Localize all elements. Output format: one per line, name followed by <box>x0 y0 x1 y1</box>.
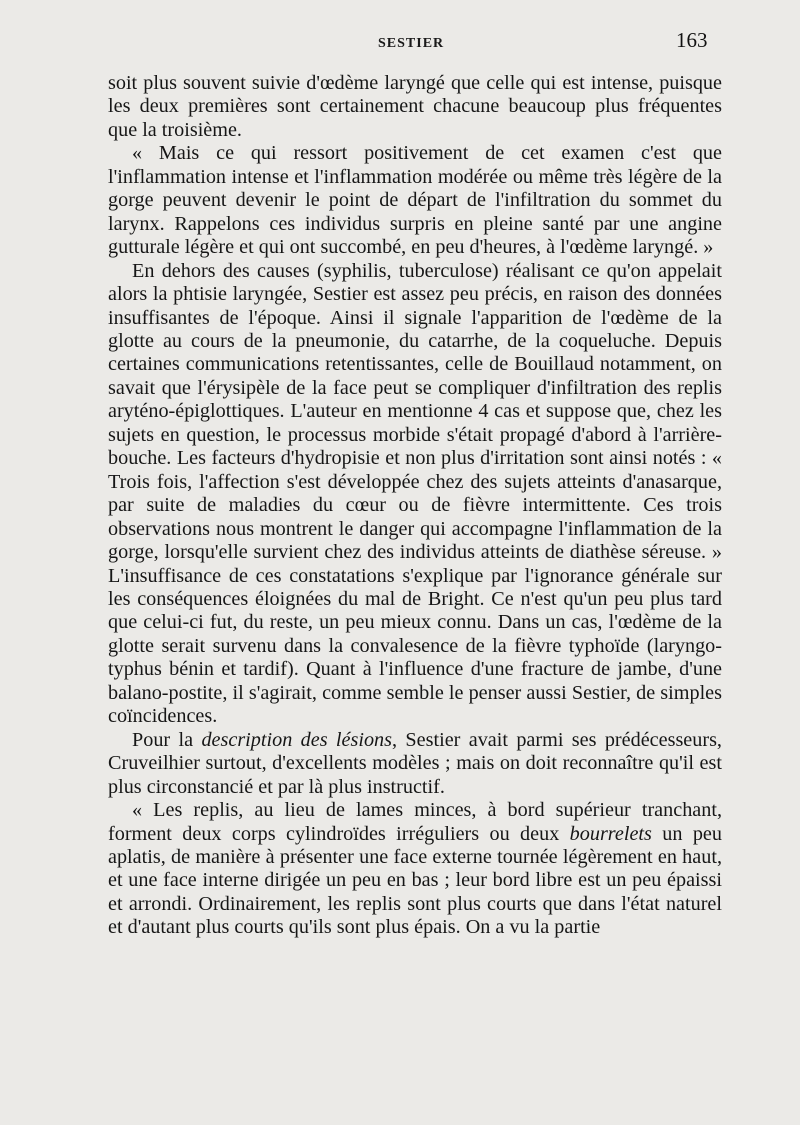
paragraph-continuation: soit plus souvent suivie d'œdème laryngé que celle qui est intense, puisque les deux premières sont certainement chacune beaucoup plus fréquentes que la troisième. <box>108 72 722 141</box>
paragraph-description-lesions <box>108 729 722 799</box>
paragraph-text-before: « Les replis, au lieu de lames minces, à bord supérieur tranchant, forment deux corps cylindroïdes irréguliers ou deux <box>108 799 722 845</box>
page-number: 163 <box>676 28 708 52</box>
italic-term-bourrelets: bourrelets <box>569 822 652 845</box>
paragraph-text-before: Pour la <box>132 728 202 751</box>
italic-term-description-lesions: description des lésions <box>201 728 393 751</box>
paragraph-quote-replis <box>108 799 722 940</box>
paragraph-quote-inflammation: « Mais ce qui ressort positivement de cet examen c'est que l'inflammation intense et l'inflammation modérée ou même très légère de la gorge peuvent devenir le point de départ de l'infiltration du sommet du larynx. Rappelons ces individus surpris en pleine santé par une angine gutturale légère et qui ont succombé, en peu d'heures, à l'œdème laryngé. » <box>108 142 722 259</box>
paragraph-text-after: un peu aplatis, de manière à présenter une face externe tournée légèrement en haut, et une face interne dirigée un peu en bas ; leur bord libre est un peu épaissi et arrondi. Ordinairement, les replis sont plus courts que dans l'état naturel et d'autant plus courts qu'ils sont plus épais. On a vu la partie <box>108 822 722 939</box>
paragraph-causes: En dehors des causes (syphilis, tuberculose) réalisant ce qu'on appelait alors la phtisie laryngée, Sestier est assez peu précis, en raison des données insuffisantes de l'époque. Ainsi il signale l'apparition de l'œdème de la glotte au cours de la pneumonie, du catarrhe, de la coqueluche. Depuis certaines communications retentissantes, celle de Bouillaud notamment, on savait que l'érysipèle de la face peut se compliquer d'infiltration des replis aryténo-épiglottiques. L'auteur en mentionne 4 cas et suppose que, chez les sujets en question, le processus morbide s'était propagé d'abord à l'arrière-bouche. Les facteurs d'hydropisie et non plus d'irritation sont ainsi notés : « Trois fois, l'affection s'est développée chez des sujets atteints d'anasarque, par suite de maladies du cœur ou de fièvre intermittente. Ces trois observations nous montrent le danger qui accompagne l'inflammation de la gorge, lorsqu'elle survient chez des individus atteints de diathèse séreuse. » L'insuffisance de ces constatations s'explique par l'ignorance générale sur les conséquences éloignées du mal de Bright. Ce n'est qu'un peu plus tard que celui-ci fut, du reste, un peu mieux connu. Dans un cas, l'œdème de la glotte serait survenu dans la convalesence de la fièvre typhoïde (laryngo-typhus bénin et tardif). Quant à l'influence d'une fracture de jambe, d'une balano-postite, il s'agirait, comme semble le penser aussi Sestier, de simples coïncidences. <box>108 259 722 728</box>
paragraph-text-after: , Sestier avait parmi ses prédécesseurs, Cruveilhier surtout, d'excellents modèles ; mais on doit reconnaître qu'il est plus circonstancié et par là plus instructif. <box>108 728 722 798</box>
body-text <box>108 72 722 940</box>
running-head: SESTIER <box>378 36 445 51</box>
